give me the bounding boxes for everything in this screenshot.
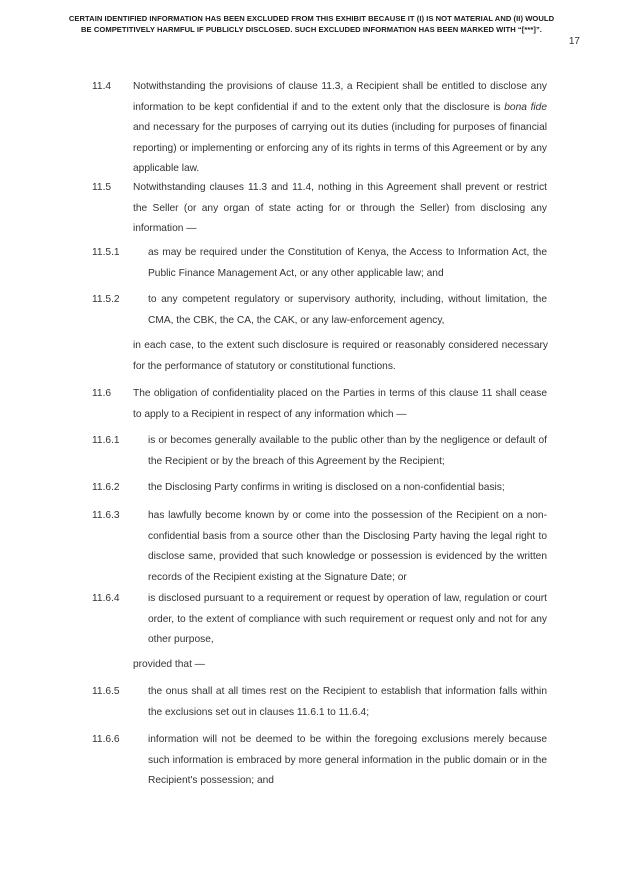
clause-11-5-tail: in each case, to the extent such disclosure is required or reasonably considered necessary for the performance of statutory or constitutional functions. — [133, 340, 548, 372]
clause-number: 11.6.4 — [92, 593, 120, 604]
clause-text-part: Notwithstanding the provisions of clause 11.3, a Recipient shall be entitled to disclose any information to be kept confidential if and to the extent only that the disclosure is — [133, 81, 547, 113]
clause-number: 11.5.2 — [92, 294, 120, 305]
confidentiality-header — [20, 14, 603, 35]
clause-text: as may be required under the Constitution of Kenya, the Access to Information Act, the Public Finance Management Act, or any other applicable law; and — [148, 247, 547, 279]
clause-text-part: and necessary for the purposes of carrying out its duties (including for purposes of financial reporting) or implementing or enforcing any of its rights in terms of this Agreement or by any applicable law. — [133, 122, 547, 175]
clause-text: is disclosed pursuant to a requirement or request by operation of law, regulation or court order, to the extent of compliance with such requirement or request only and not for any other purpose, — [148, 593, 547, 646]
clause-text — [133, 77, 547, 180]
clause-number: 11.6.1 — [92, 435, 120, 446]
clause-number: 11.4 — [92, 81, 112, 92]
clause-text: Notwithstanding clauses 11.3 and 11.4, nothing in this Agreement shall prevent or restrict the Seller (or any organ of state acting for or through the Seller) from disclosing any information — — [133, 182, 547, 235]
page-number: 17 — [568, 36, 580, 47]
clause-text: has lawfully become known by or come into the possession of the Recipient on a non-confidential basis from a source other than the Disclosing Party having the legal right to disclose same, provided that such knowledge or possession is evidenced by the written records of the Recipient existing at the Signature Date; or — [148, 510, 547, 583]
clause-number: 11.6.2 — [92, 482, 120, 493]
header-line-2: BE COMPETITIVELY HARMFUL IF PUBLICLY DISCLOSED. SUCH EXCLUDED INFORMATION HAS BEEN MARKED WITH “[***]”. — [81, 24, 542, 34]
clause-number: 11.6 — [92, 388, 112, 399]
clause-text: information will not be deemed to be within the foregoing exclusions merely because such information is embraced by more general information in the public domain or in the Recipient's possession; and — [148, 734, 547, 787]
clause-text: to any competent regulatory or supervisory authority, including, without limitation, the CMA, the CBK, the CA, the CAK, or any law-enforcement agency, — [148, 294, 547, 326]
provided-that: provided that — — [133, 659, 205, 670]
clause-text-italic: bona fide — [504, 101, 547, 113]
clause-number: 11.5 — [92, 182, 112, 193]
clause-text: The obligation of confidentiality placed on the Parties in terms of this clause 11 shall cease to apply to a Recipient in respect of any information which — — [133, 388, 547, 420]
clause-number: 11.6.5 — [92, 686, 120, 697]
clause-text: the onus shall at all times rest on the Recipient to establish that information falls within the exclusions set out in clauses 11.6.1 to 11.6.4; — [148, 686, 547, 718]
clause-number: 11.6.6 — [92, 734, 120, 745]
clause-text: is or becomes generally available to the public other than by the negligence or default of the Recipient or by the breach of this Agreement by the Recipient; — [148, 435, 547, 467]
header-line-1: CERTAIN IDENTIFIED INFORMATION HAS BEEN EXCLUDED FROM THIS EXHIBIT BECAUSE IT (I) IS NOT MATERIAL AND (II) WOULD — [68, 14, 555, 23]
clause-text: the Disclosing Party confirms in writing is disclosed on a non-confidential basis; — [148, 482, 505, 493]
clause-number: 11.5.1 — [92, 247, 120, 258]
clause-number: 11.6.3 — [92, 510, 120, 521]
